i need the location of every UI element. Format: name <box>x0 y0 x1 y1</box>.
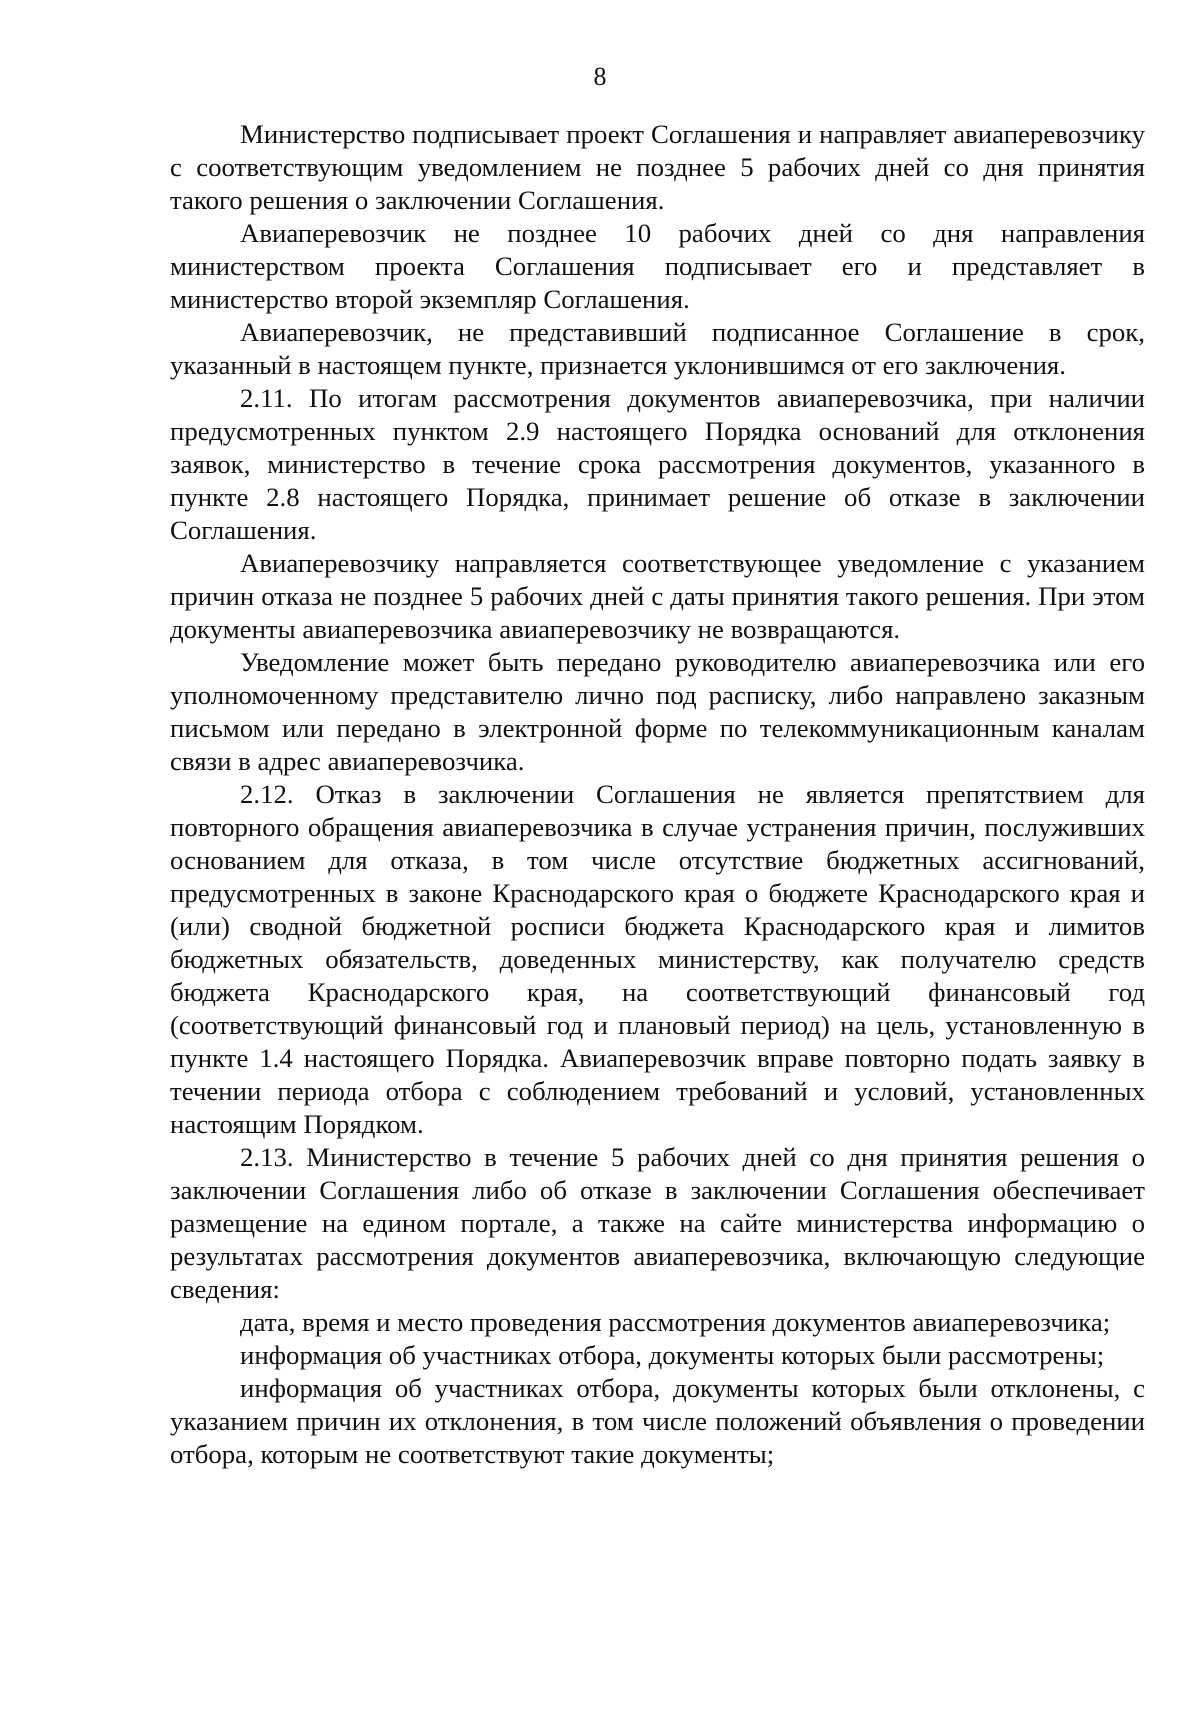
paragraph: Авиаперевозчику направляется соответствующее уведомление с указанием причин отказа не позднее 5 рабочих дней с даты принятия такого решения. При этом документы авиаперевозчика авиаперевозчику не возвращаются. <box>170 548 1145 644</box>
list-item: дата, время и место проведения рассмотрения документов авиаперевозчика; <box>240 1307 1111 1337</box>
list-item: информация об участниках отбора, документы которых были рассмотрены; <box>240 1340 1105 1370</box>
paragraph: Авиаперевозчик не позднее 10 рабочих дней со дня направления министерством проекта Соглашения подписывает его и представляет в министерство второй экземпляр Соглашения. <box>170 218 1145 314</box>
paragraph-2-13: 2.13. Министерство в течение 5 рабочих дней со дня принятия решения о заключении Соглашения либо об отказе в заключении Соглашения обеспечивает размещение на едином портале, а также на сайте министерства информацию о результатах рассмотрения документов авиаперевозчика, включающую следующие сведения: <box>170 1142 1145 1304</box>
document-body <box>170 118 1145 1471</box>
paragraph: Авиаперевозчик, не представивший подписанное Соглашение в срок, указанный в настоящем пункте, признается уклонившимся от его заключения. <box>170 317 1145 380</box>
paragraph-2-11: 2.11. По итогам рассмотрения документов авиаперевозчика, при наличии предусмотренных пунктом 2.9 настоящего Порядка оснований для отклонения заявок, министерство в течение срока рассмотрения документов, указанного в пункте 2.8 настоящего Порядка, принимает решение об отказе в заключении Соглашения. <box>170 383 1145 545</box>
page-number: 8 <box>593 62 607 91</box>
paragraph: Министерство подписывает проект Соглашения и направляет авиаперевозчику с соответствующим уведомлением не позднее 5 рабочих дней со дня принятия такого решения о заключении Соглашения. <box>170 119 1145 215</box>
paragraph: Уведомление может быть передано руководителю авиаперевозчика или его уполномоченному представителю лично под расписку, либо направлено заказным письмом или передано в электронной форме по телекоммуникационным каналам связи в адрес авиаперевозчика. <box>170 647 1145 776</box>
list-item: информация об участниках отбора, документы которых были отклонены, с указанием причин их отклонения, в том числе положений объявления о проведении отбора, которым не соответствуют такие документы; <box>170 1373 1145 1469</box>
paragraph-2-12: 2.12. Отказ в заключении Соглашения не является препятствием для повторного обращения авиаперевозчика в случае устранения причин, послуживших основанием для отказа, в том числе отсутствие бюджетных ассигнований, предусмотренных в законе Краснодарского края о бюджете Краснодарского края и (или) сводной бюджетной росписи бюджета Краснодарского края и лимитов бюджетных обязательств, доведенных министерству, как получателю средств бюджета Краснодарского края, на соответствующий финансовый год (соответствующий финансовый год и плановый период) на цель, установленную в пункте 1.4 настоящего Порядка. Авиаперевозчик вправе повторно подать заявку в течении периода отбора с соблюдением требований и условий, установленных настоящим Порядком. <box>170 779 1145 1139</box>
